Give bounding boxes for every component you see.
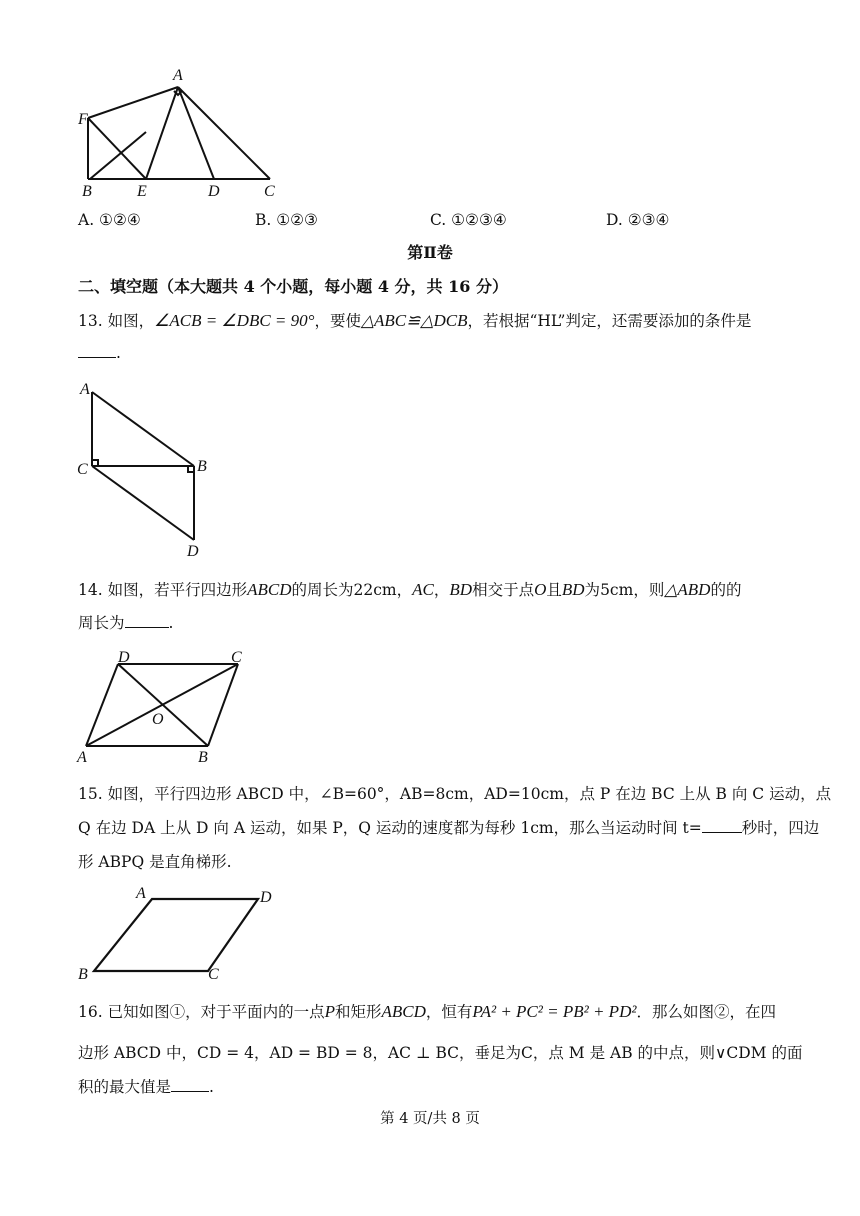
- q14-line-2: [78, 613, 173, 633]
- figure-q14: [72, 645, 262, 770]
- question-15-line-2: [78, 818, 819, 838]
- label-B: B: [78, 966, 88, 983]
- q16-math: PA² + PC² = PB² + PD²: [472, 1002, 637, 1021]
- q14-math: ABCD: [247, 580, 292, 599]
- q15-text: 秒时，四边: [741, 819, 820, 837]
- figure-q15: [72, 880, 287, 985]
- q13-math-1: ∠ACB = ∠DBC = 90°: [154, 311, 315, 330]
- label-C: C: [208, 966, 219, 983]
- option-d: D. ②③④: [606, 211, 670, 229]
- question-15-line-3: 形 ABPQ 是直角梯形.: [78, 853, 232, 871]
- q14-text: ，则: [633, 581, 665, 599]
- q14-value: 22cm: [353, 581, 397, 599]
- question-16-line-1: [78, 1002, 776, 1022]
- label-E: E: [137, 183, 147, 200]
- label-D: D: [260, 889, 272, 906]
- q14-text: 为: [584, 581, 601, 599]
- q14-text: 周长为: [78, 614, 125, 632]
- q13-end: .: [116, 344, 121, 362]
- q14-text: ，: [396, 581, 413, 599]
- q15-text: Q 在边 DA 上从 D 向 A 运动，如果 P，Q 运动的速度都为每秒 1cm，那么当运动时间 t=: [78, 819, 702, 837]
- label-F: F: [78, 111, 88, 128]
- q13-math-2: △ABC≌△DCB: [360, 311, 468, 330]
- label-D: D: [208, 183, 220, 200]
- q16-text: 积的最大值是: [78, 1078, 172, 1096]
- q14-math: △ABD: [664, 580, 711, 599]
- q16-math: P: [324, 1002, 335, 1021]
- answer-blank: [702, 818, 742, 833]
- q14-math: BD: [561, 580, 585, 599]
- question-15-line-1: 15. 如图，平行四边形 ABCD 中，∠B=60°，AB=8cm，AD=10cm，点 P 在边 BC 上从 B 向 C 运动，点: [78, 785, 832, 803]
- option-c: C. ①②③④: [430, 211, 507, 229]
- q14-text: 相交于点: [472, 581, 535, 599]
- label-A: A: [80, 381, 90, 398]
- label-B: B: [82, 183, 92, 200]
- q14-text: 且: [546, 581, 562, 599]
- q14-value: 5cm: [600, 581, 634, 599]
- section-heading: 二、填空题（本大题共 4 个小题，每小题 4 分，共 16 分）: [78, 277, 508, 296]
- question-number: 13.: [78, 312, 103, 330]
- label-C: C: [77, 461, 88, 478]
- q14-text: 的周长为: [291, 581, 354, 599]
- label-C: C: [231, 649, 242, 666]
- q13-text-3: ，若根据“HL”判定，还需要添加的条件是: [467, 312, 752, 330]
- q13-answer-line: [78, 343, 121, 363]
- q14-math: BD: [449, 580, 473, 599]
- q13-text-2: ，要使: [314, 312, 361, 330]
- figure-q13: [72, 378, 222, 563]
- question-13: [78, 311, 751, 331]
- q14-end: .: [168, 614, 174, 632]
- option-b: B. ①②③: [255, 211, 318, 229]
- q13-text-1: 如图，: [107, 312, 155, 330]
- q16-end: .: [209, 1078, 214, 1096]
- label-A: A: [173, 67, 183, 84]
- question-number: 14.: [78, 581, 103, 599]
- label-A: A: [77, 749, 87, 766]
- question-16-line-3: [78, 1077, 214, 1097]
- q16-text: ．那么如图②，在四: [636, 1003, 776, 1021]
- q14-math: O: [534, 580, 547, 599]
- question-14: [78, 580, 741, 600]
- question-16-line-2: 边形 ABCD 中，CD = 4，AD = BD = 8，AC ⊥ BC，垂足为C，点 M 是 AB 的中点，则∨CDM 的面: [78, 1044, 803, 1062]
- label-B: B: [198, 749, 208, 766]
- q14-text: 如图，若平行四边形: [107, 581, 248, 599]
- q16-math: ABCD: [381, 1002, 426, 1021]
- q14-text: 的的: [710, 581, 742, 599]
- q14-math: AC: [412, 580, 434, 599]
- q16-text: 16. 已知如图①，对于平面内的一点: [78, 1003, 325, 1021]
- answer-blank: [171, 1077, 209, 1092]
- label-D: D: [118, 649, 130, 666]
- volume-title: 第Ⅱ卷: [407, 243, 453, 262]
- q16-text: 和矩形: [334, 1003, 382, 1021]
- figure-q12: [70, 62, 300, 202]
- label-A: A: [136, 885, 146, 902]
- answer-blank: [125, 613, 169, 628]
- label-C: C: [264, 183, 275, 200]
- label-O: O: [152, 711, 164, 728]
- q14-text: ，: [433, 581, 450, 599]
- label-B: B: [197, 458, 207, 475]
- label-D: D: [187, 543, 199, 560]
- page-footer: 第 4 页/共 8 页: [380, 1111, 480, 1127]
- answer-blank: [78, 343, 116, 358]
- option-a: A. ①②④: [78, 211, 141, 229]
- q16-text: ，恒有: [425, 1003, 473, 1021]
